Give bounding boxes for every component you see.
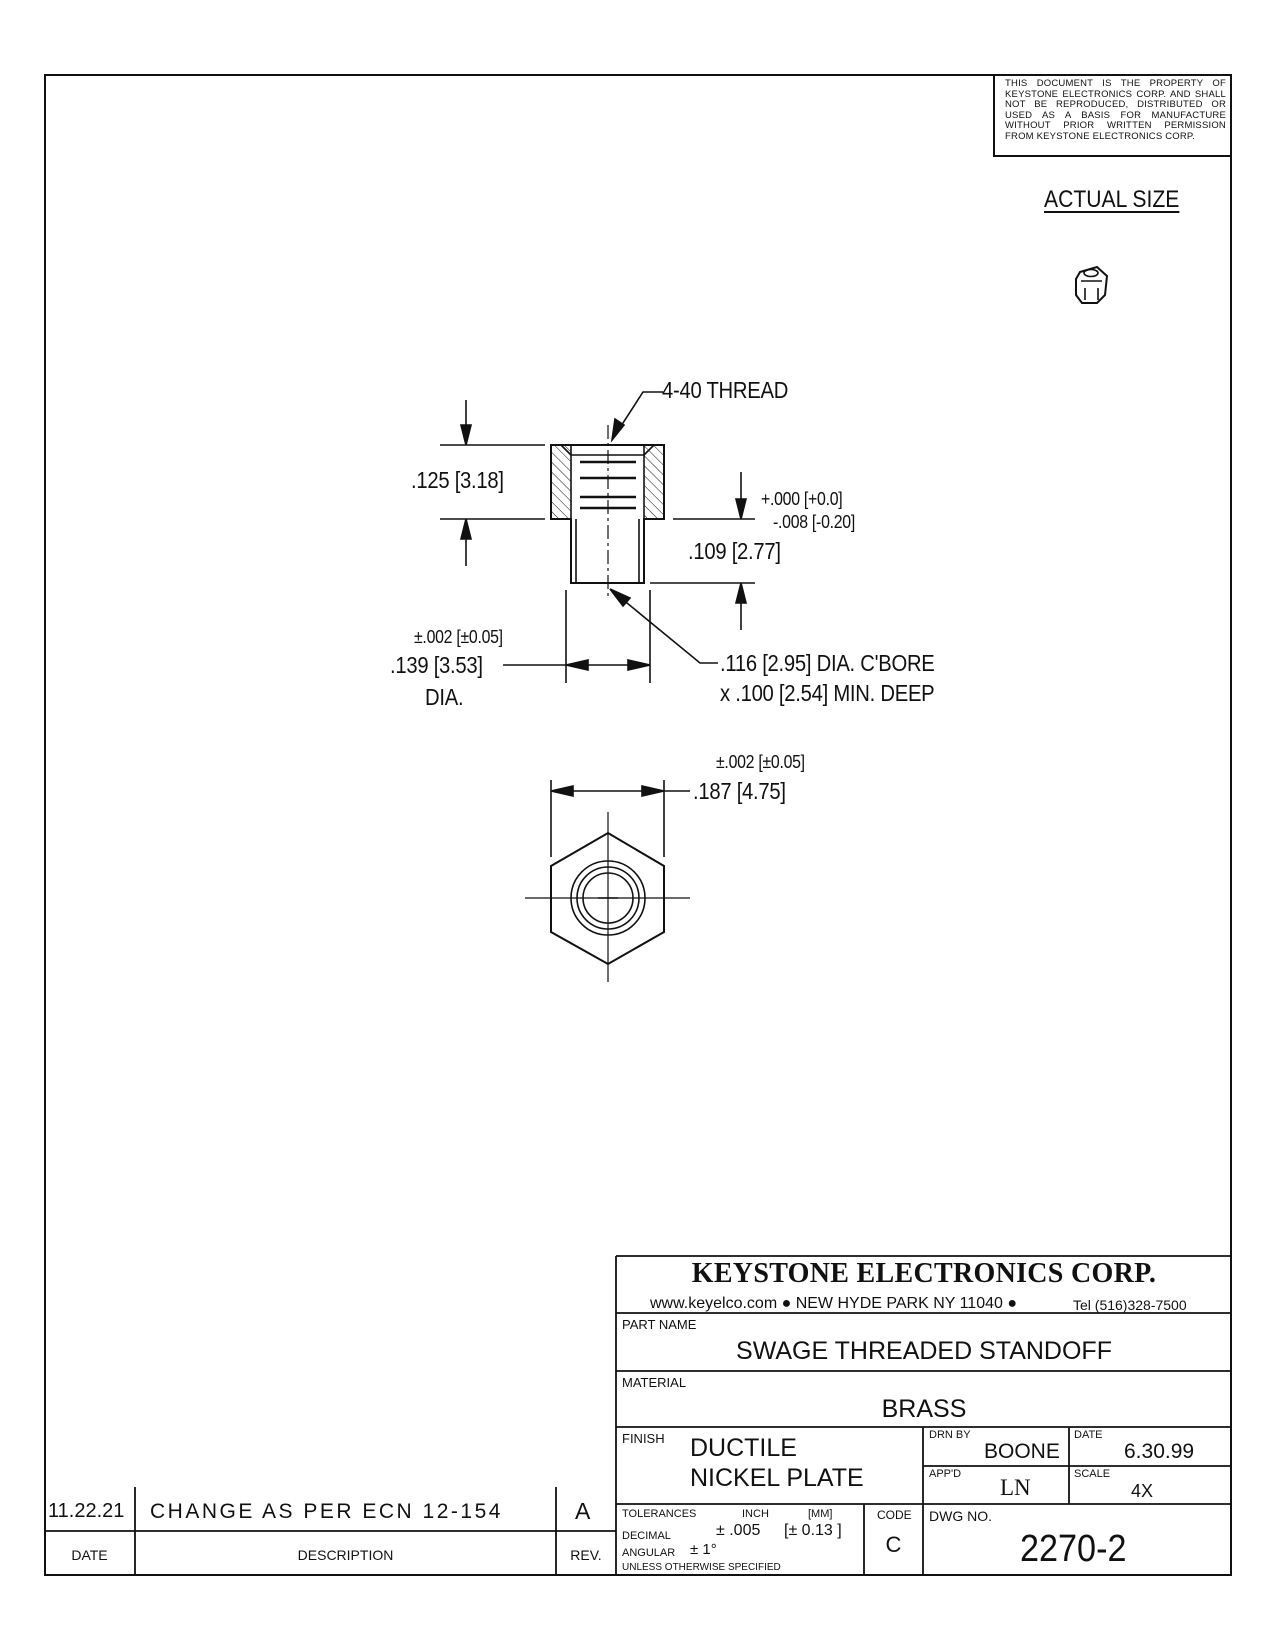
company-name: KEYSTONE ELECTRONICS CORP.	[691, 1258, 1157, 1289]
material-value: BRASS	[881, 1395, 967, 1423]
dimension-187	[551, 780, 690, 857]
cbore-leader	[610, 589, 718, 663]
property-notice: THIS DOCUMENT IS THE PROPERTY OF KEYSTONE ELECTRONICS CORP. AND SHALL NOT BE REPRODUCED, DISTRIBUTED OR USED AS A BASIS FOR MANUFACTURE WITHOUT PRIOR WRITTEN PERMISSION FROM KEYSTONE ELECTRONICS CORP.	[993, 74, 1232, 157]
counterbore-callout-line1: .116 [2.95] DIA. C'BORE	[720, 650, 935, 676]
hex-dimension: .187 [4.75]	[693, 778, 786, 804]
hex-tolerance: ±.002 [±0.05]	[716, 752, 805, 772]
tolerance-minus: -.008 [-0.20]	[773, 512, 855, 532]
rev-header: REV.	[570, 1547, 602, 1563]
thread-callout: 4-40 THREAD	[662, 377, 789, 403]
thread-leader	[612, 392, 663, 440]
inch-label: INCH	[742, 1508, 769, 1520]
part-name-label: PART NAME	[622, 1317, 697, 1332]
date-header: DATE	[71, 1547, 108, 1563]
diameter-tolerance: ±.002 [±0.05]	[414, 627, 503, 647]
side-view	[551, 425, 664, 600]
drawing-number: 2270-2	[1020, 1528, 1127, 1570]
code-label: CODE	[877, 1508, 912, 1522]
scale-label: SCALE	[1074, 1468, 1111, 1480]
company-phone: Tel (516)328-7500	[1073, 1297, 1187, 1313]
tolerance-plus: +.000 [+0.0]	[761, 489, 843, 509]
drawing-number-label: DWG NO.	[929, 1508, 992, 1524]
finish-line2: NICKEL PLATE	[690, 1464, 864, 1492]
material-label: MATERIAL	[622, 1375, 687, 1390]
drawn-by: BOONE	[984, 1440, 1060, 1463]
height-top-dimension: .125 [3.18]	[411, 467, 504, 493]
drawn-by-label: DRN BY	[929, 1429, 971, 1441]
description-header: DESCRIPTION	[297, 1547, 394, 1563]
tolerance-code: C	[885, 1532, 902, 1557]
approved-label: APP'D	[929, 1468, 962, 1480]
decimal-label: DECIMAL	[622, 1530, 671, 1542]
finish-line1: DUCTILE	[690, 1434, 797, 1462]
hex-view	[525, 812, 690, 982]
mm-label: [MM]	[808, 1508, 833, 1520]
revision-letter: A	[575, 1498, 591, 1524]
company-address: www.keyelco.com ● NEW HYDE PARK NY 11040 ●	[650, 1295, 1017, 1312]
approved-by: LN	[1000, 1475, 1031, 1500]
angular-label: ANGULAR	[622, 1547, 676, 1559]
tolerances-label: TOLERANCES	[622, 1508, 697, 1520]
scale-value: 4X	[1131, 1481, 1154, 1501]
date-label: DATE	[1074, 1429, 1103, 1441]
drawing-date: 6.30.99	[1124, 1440, 1195, 1463]
unless-specified-label: UNLESS OTHERWISE SPECIFIED	[622, 1562, 781, 1573]
revision-date: 11.22.21	[48, 1500, 125, 1522]
decimal-mm-tolerance: [± 0.13 ]	[784, 1522, 842, 1539]
angular-tolerance: ± 1°	[690, 1541, 717, 1558]
diameter-label: DIA.	[425, 684, 464, 710]
diameter-dimension: .139 [3.53]	[390, 652, 483, 678]
finish-label: FINISH	[622, 1431, 665, 1446]
part-name: SWAGE THREADED STANDOFF	[736, 1337, 1112, 1365]
revision-description: CHANGE AS PER ECN 12-154	[150, 1500, 503, 1523]
decimal-inch-tolerance: ± .005	[716, 1522, 761, 1539]
actual-size-label: ACTUAL SIZE	[1044, 186, 1180, 213]
actual-size-icon	[1076, 267, 1107, 303]
counterbore-callout-line2: x .100 [2.54] MIN. DEEP	[720, 680, 935, 706]
height-bottom-dimension: .109 [2.77]	[688, 538, 781, 564]
